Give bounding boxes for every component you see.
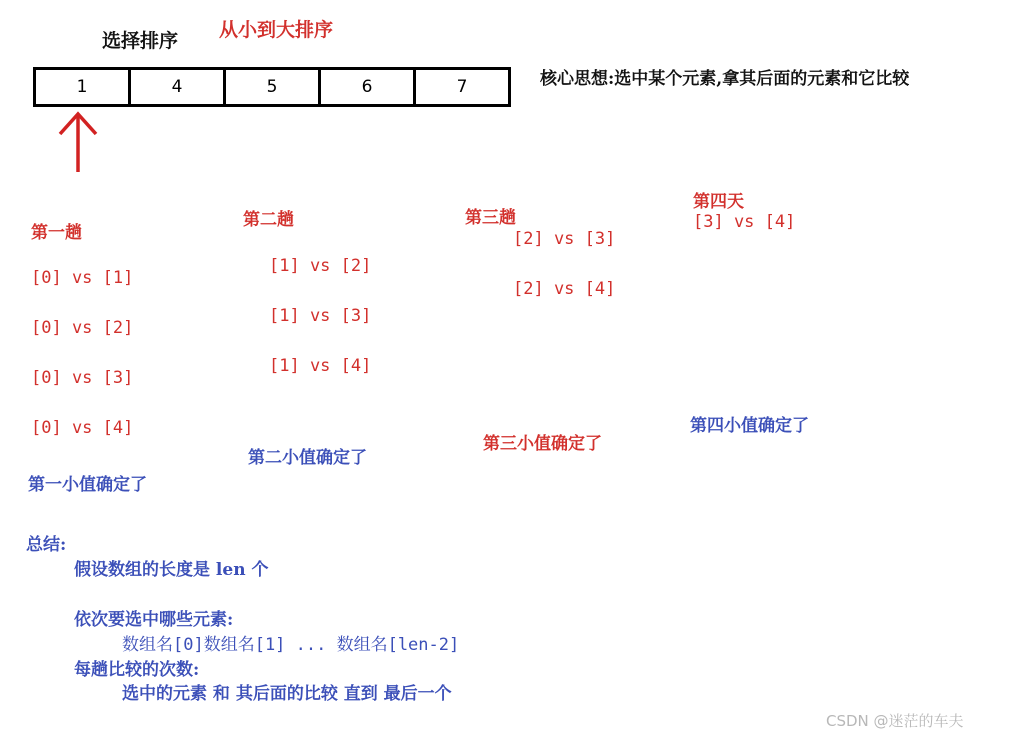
- array-cell: 4: [131, 70, 226, 104]
- array-cell: 5: [226, 70, 321, 104]
- pass-2-result: 第二小值确定了: [248, 448, 367, 468]
- pass-4-result: 第四小值确定了: [690, 416, 809, 436]
- comparison-item: [1] vs [3]: [269, 306, 372, 326]
- array-cell: 7: [456, 77, 468, 97]
- comparison-item: [1] vs [2]: [269, 256, 372, 276]
- watermark: CSDN @迷茫的车夫: [826, 712, 964, 730]
- core-idea-text: 核心思想:选中某个元素,拿其后面的元素和它比较: [540, 69, 910, 89]
- comparison-item: [2] vs [3]: [513, 229, 616, 249]
- diagram-title: 选择排序: [102, 30, 179, 52]
- pass-3-title: 第三趟: [465, 208, 516, 228]
- pass-2-title: 第二趟: [243, 210, 294, 230]
- summary-line: 每趟比较的次数:: [74, 660, 200, 680]
- sort-order-label: 从小到大排序: [219, 19, 334, 41]
- summary-line: 选中的元素 和 其后面的比较 直到 最后一个: [122, 684, 452, 704]
- array-cell: 6: [321, 70, 416, 104]
- summary-line: 数组名[0]数组名[1] ... 数组名[len-2]: [122, 635, 460, 655]
- pass-3-result: 第三小值确定了: [483, 434, 602, 454]
- up-arrow-icon: [56, 108, 100, 174]
- comparison-item: [0] vs [2]: [31, 318, 134, 338]
- comparison-item: [0] vs [1]: [31, 268, 134, 288]
- pass-4-title: 第四天: [693, 192, 744, 212]
- summary-heading: 总结:: [26, 535, 67, 555]
- comparison-item: [0] vs [4]: [31, 418, 134, 438]
- array-cell: 1: [36, 70, 131, 104]
- summary-line: 假设数组的长度是 len 个: [74, 560, 269, 580]
- pass-1-result: 第一小值确定了: [28, 475, 147, 495]
- array-diagram: [33, 67, 511, 107]
- comparison-item: [2] vs [4]: [513, 279, 616, 299]
- summary-line: 依次要选中哪些元素:: [74, 610, 234, 630]
- pass-1-title: 第一趟: [31, 223, 82, 243]
- comparison-item: [1] vs [4]: [269, 356, 372, 376]
- comparison-item: [3] vs [4]: [693, 212, 796, 232]
- comparison-item: [0] vs [3]: [31, 368, 134, 388]
